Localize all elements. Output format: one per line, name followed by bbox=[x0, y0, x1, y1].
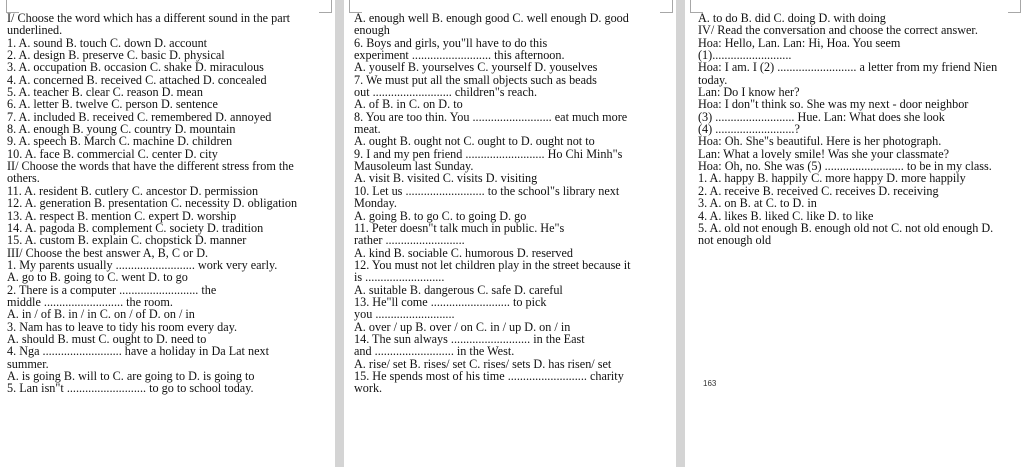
text-line: Mausoleum last Sunday. bbox=[354, 159, 474, 174]
text-line: Hoa: Hello, Lan. Lan: Hi, Hoa. You seem bbox=[698, 35, 901, 50]
text-line: enough bbox=[354, 23, 390, 38]
text-line: II/ Choose the words that have the different stress from the bbox=[7, 159, 294, 174]
text-line: (4) ..........................? bbox=[698, 122, 800, 137]
text-line: A. should B. must C. ought to D. need to bbox=[7, 331, 207, 346]
text-line: 12. A. generation B. presentation C. necessity D. obligation bbox=[7, 196, 298, 211]
text-line: A. go to B. going to C. went D. to go bbox=[7, 270, 188, 285]
text-line: 6. Boys and girls, you"ll have to do this bbox=[354, 35, 548, 50]
text-line: Hoa: I am. I (2) .......................... a letter from my friend Nien bbox=[698, 60, 998, 75]
text-line: 4. A. concerned B. received C. attached D. concealed bbox=[7, 72, 267, 87]
text-line: today. bbox=[698, 72, 728, 87]
column-2 bbox=[354, 0, 674, 467]
text-line: 15. A. custom B. explain C. chopstick D. manner bbox=[7, 233, 247, 248]
text-line: A. to do B. did C. doing D. with doing bbox=[698, 11, 886, 25]
text-line: 2. A. receive B. received C. receives D. receiving bbox=[698, 183, 939, 198]
text-line: 14. A. pagoda B. complement C. society D. tradition bbox=[7, 220, 264, 235]
text-line: 14. The sun always .......................... in the East bbox=[354, 331, 585, 346]
text-line: Monday. bbox=[354, 196, 397, 211]
text-line: others. bbox=[7, 171, 40, 186]
text-line: not enough old bbox=[698, 233, 772, 248]
text-line: 6. A. letter B. twelve C. person D. sentence bbox=[7, 97, 218, 112]
text-line: work. bbox=[354, 381, 383, 396]
text-line: 13. A. respect B. mention C. expert D. worship bbox=[7, 208, 237, 223]
text-line: Hoa: Oh. She"s beautiful. Here is her photograph. bbox=[698, 134, 942, 149]
text-line: Hoa: Oh, no. She was (5) .......................... to be in my class. bbox=[698, 159, 992, 174]
text-line: 3. Nam has to leave to tidy his room every day. bbox=[7, 319, 238, 334]
text-line: 1. A. sound B. touch C. down D. account bbox=[7, 35, 208, 50]
column-gutter-left bbox=[335, 0, 344, 467]
text-line: I/ Choose the word which has a different sound in the part bbox=[7, 11, 291, 25]
text-line: A. enough well B. enough good C. well enough D. good bbox=[354, 11, 629, 25]
text-line: you .......................... bbox=[354, 307, 455, 322]
text-line: 12. You must not let children play in the street because it bbox=[354, 257, 631, 272]
column-gutter-right bbox=[676, 0, 685, 467]
text-line: A. kind B. sociable C. humorous D. reserved bbox=[354, 245, 574, 260]
text-line: A. going B. to go C. to going D. go bbox=[354, 208, 527, 223]
text-line: (3) .......................... Hue. Lan: What does she look bbox=[698, 109, 945, 124]
text-line: 8. A. enough B. young C. country D. mountain bbox=[7, 122, 236, 137]
text-line: Hoa: I don"t think so. She was my next - door neighbor bbox=[698, 97, 969, 112]
text-line: 15. He spends most of his time .......................... charity bbox=[354, 368, 624, 383]
text-line: A. ought B. ought not C. ought to D. ought not to bbox=[354, 134, 595, 149]
text-line: 4. Nga .......................... have a holiday in Da Lat next bbox=[7, 344, 269, 359]
column-1 bbox=[7, 0, 333, 467]
text-line: out .......................... children"s reach. bbox=[354, 85, 538, 100]
page-number: 163 bbox=[703, 379, 717, 388]
text-line: A. in / of B. in / in C. on / of D. on / in bbox=[7, 307, 195, 322]
text-line: middle .......................... the room. bbox=[7, 294, 173, 309]
text-line: underlined. bbox=[7, 23, 63, 38]
text-line: 10. Let us .......................... to the school"s library next bbox=[354, 183, 620, 198]
text-line: 9. A. speech B. March C. machine D. children bbox=[7, 134, 233, 149]
text-line: 13. He"ll come .......................... to pick bbox=[354, 294, 547, 309]
text-line: 5. A. teacher B. clear C. reason D. mean bbox=[7, 85, 203, 100]
text-line: IV/ Read the conversation and choose the correct answer. bbox=[698, 23, 978, 38]
text-line: 1. My parents usually .......................... work very early. bbox=[7, 257, 278, 272]
text-line: 8. You are too thin. You .......................... eat much more bbox=[354, 109, 628, 124]
text-line: A. of B. in C. on D. to bbox=[354, 97, 463, 112]
text-line: 7. A. included B. received C. remembered D. annoyed bbox=[7, 109, 272, 124]
text-line: A. over / up B. over / on C. in / up D. on / in bbox=[354, 319, 571, 334]
text-line: 2. There is a computer .......................... the bbox=[7, 282, 217, 297]
text-line: A. youself B. yourselves C. yourself D. youselves bbox=[354, 60, 598, 75]
text-line: A. suitable B. dangerous C. safe D. careful bbox=[354, 282, 563, 297]
text-line: experiment .......................... this afternoon. bbox=[354, 48, 565, 63]
text-line: Lan: Do I know her? bbox=[698, 85, 800, 100]
text-line: meat. bbox=[354, 122, 381, 137]
text-line: 3. A. on B. at C. to D. in bbox=[698, 196, 817, 211]
column-3 bbox=[698, 0, 1020, 467]
text-line: 10. A. face B. commercial C. center D. city bbox=[7, 146, 218, 161]
text-line: 11. A. resident B. cutlery C. ancestor D. permission bbox=[7, 183, 259, 198]
text-line: A. visit B. visited C. visits D. visiting bbox=[354, 171, 538, 186]
text-line: (1).......................... bbox=[698, 48, 792, 63]
text-line: and .......................... in the West. bbox=[354, 344, 515, 359]
text-line: 5. Lan isn"t .......................... to go to school today. bbox=[7, 381, 254, 396]
text-line: 5. A. old not enough B. enough old not C. not old enough D. bbox=[698, 220, 994, 235]
text-line: A. is going B. will to C. are going to D. is going to bbox=[7, 368, 255, 383]
text-line: A. rise/ set B. rises/ set C. rises/ sets D. has risen/ set bbox=[354, 356, 612, 371]
text-line: 3. A. occupation B. occasion C. shake D. miraculous bbox=[7, 60, 264, 75]
text-line: 11. Peter doesn"t talk much in public. He"s bbox=[354, 220, 565, 235]
text-line: rather .......................... bbox=[354, 233, 465, 248]
text-line: 7. We must put all the small objects such as beads bbox=[354, 72, 597, 87]
text-line: is .......................... bbox=[354, 270, 445, 285]
text-line: 4. A. likes B. liked C. like D. to like bbox=[698, 208, 874, 223]
text-line: III/ Choose the best answer A, B, C or D. bbox=[7, 245, 209, 260]
text-line: 1. A. happy B. happily C. more happy D. more happily bbox=[698, 171, 966, 186]
text-line: 2. A. design B. preserve C. basic D. physical bbox=[7, 48, 225, 63]
text-line: 9. I and my pen friend .......................... Ho Chi Minh"s bbox=[354, 146, 623, 161]
text-line: Lan: What a lovely smile! Was she your classmate? bbox=[698, 146, 950, 161]
text-line: summer. bbox=[7, 356, 49, 371]
